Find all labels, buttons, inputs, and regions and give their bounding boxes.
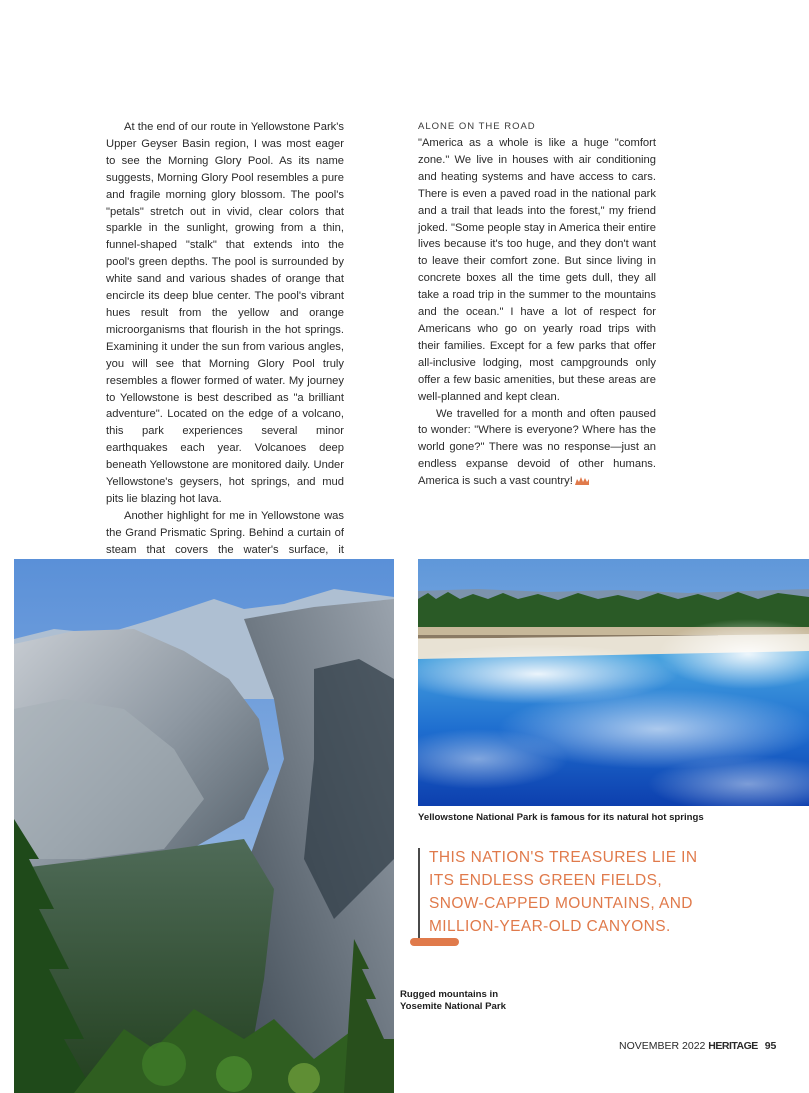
pull-quote-line: MILLION-YEAR-OLD CANYONS. [429, 918, 671, 935]
pull-quote-rule [418, 848, 420, 940]
section-heading: ALONE ON THE ROAD [418, 121, 536, 132]
pull-quote-accent [410, 938, 459, 946]
pull-quote-line: SNOW-CAPPED MOUNTAINS, AND [429, 895, 693, 912]
article-paragraph [418, 406, 656, 491]
magazine-name: HERITAGE [708, 1040, 758, 1052]
article-column-right [418, 119, 656, 490]
pull-quote-line: THIS NATION'S TREASURES LIE IN [429, 849, 698, 866]
article-column-left [106, 119, 344, 592]
article-paragraph-text: We travelled for a month and often paused to wonder: "Where is everyone? Where has the world gone?" There was no response—just an endless expanse devoid of other humans. America is such a vast country! [418, 407, 656, 488]
yosemite-photo [14, 559, 394, 1093]
pull-quote [429, 846, 799, 938]
yosemite-caption [400, 989, 530, 1013]
yosemite-caption-line: Yosemite National Park [400, 1001, 506, 1012]
yosemite-caption-line: Rugged mountains in [400, 989, 499, 1000]
page-number: 95 [764, 1040, 777, 1052]
article-paragraph: Another highlight for me in Yellowstone was the Grand Prismatic Spring. Behind a curtain of steam that covers the water's surface, it [106, 509, 344, 556]
page-footer [619, 1040, 776, 1052]
yosemite-mountains-image [14, 559, 394, 1093]
end-mark-icon [575, 476, 589, 485]
pull-quote-line: ITS ENDLESS GREEN FIELDS, [429, 872, 663, 889]
hot-spring-image [418, 559, 809, 806]
article-paragraph: "America as a whole is like a huge "comfort zone." We live in houses with air conditioning and heating systems and have access to cars. There is even a paved road in the national park and a trail that leads into the forest," my friend joked. "Some people stay in America their entire lives because it's too huge, and they don't want to leave their comfort zone. But since living in concrete boxes all the time gets dull, they all take a road trip in the summer to the mountains and the ocean." I have a lot of respect for Americans who go on yearly road trips with their families. Except for a few parks that offer all-inclusive lodging, most campgrounds only offer a few basic amenities, but these areas are well-planned and kept clean. [418, 137, 656, 403]
hot-spring-photo [418, 559, 809, 806]
hot-spring-caption: Yellowstone National Park is famous for its natural hot springs [418, 812, 704, 823]
article-paragraph: At the end of our route in Yellowstone Park's Upper Geyser Basin region, I was most eager to see the Morning Glory Pool. As its name suggests, Morning Glory Pool resembles a pure and fragile morning glory blossom. The pool's "petals" stretch out in vivid, clear colors that sparkle in the sunlight, growing from a thin, funnel-shaped "stalk" that extends into the pool's green depths. The pool is surrounded by white sand and various shades of orange that encircle its deep blue center. The pool's vibrant hues result from the yellow and orange microorganisms that flourish in the hot springs. Examining it under the sun from various angles, you will see that Morning Glory Pool truly resembles a flower formed of water. My journey to Yellowstone is best described as "a brilliant adventure". Located on the edge of a volcano, this park experiences several minor earthquakes each year. Volcanoes deep beneath Yellowstone are monitored daily. Under Yellowstone's geysers, hot springs, and mud pits lie blazing hot lava. [106, 121, 344, 505]
issue-date: NOVEMBER 2022 [619, 1040, 706, 1052]
